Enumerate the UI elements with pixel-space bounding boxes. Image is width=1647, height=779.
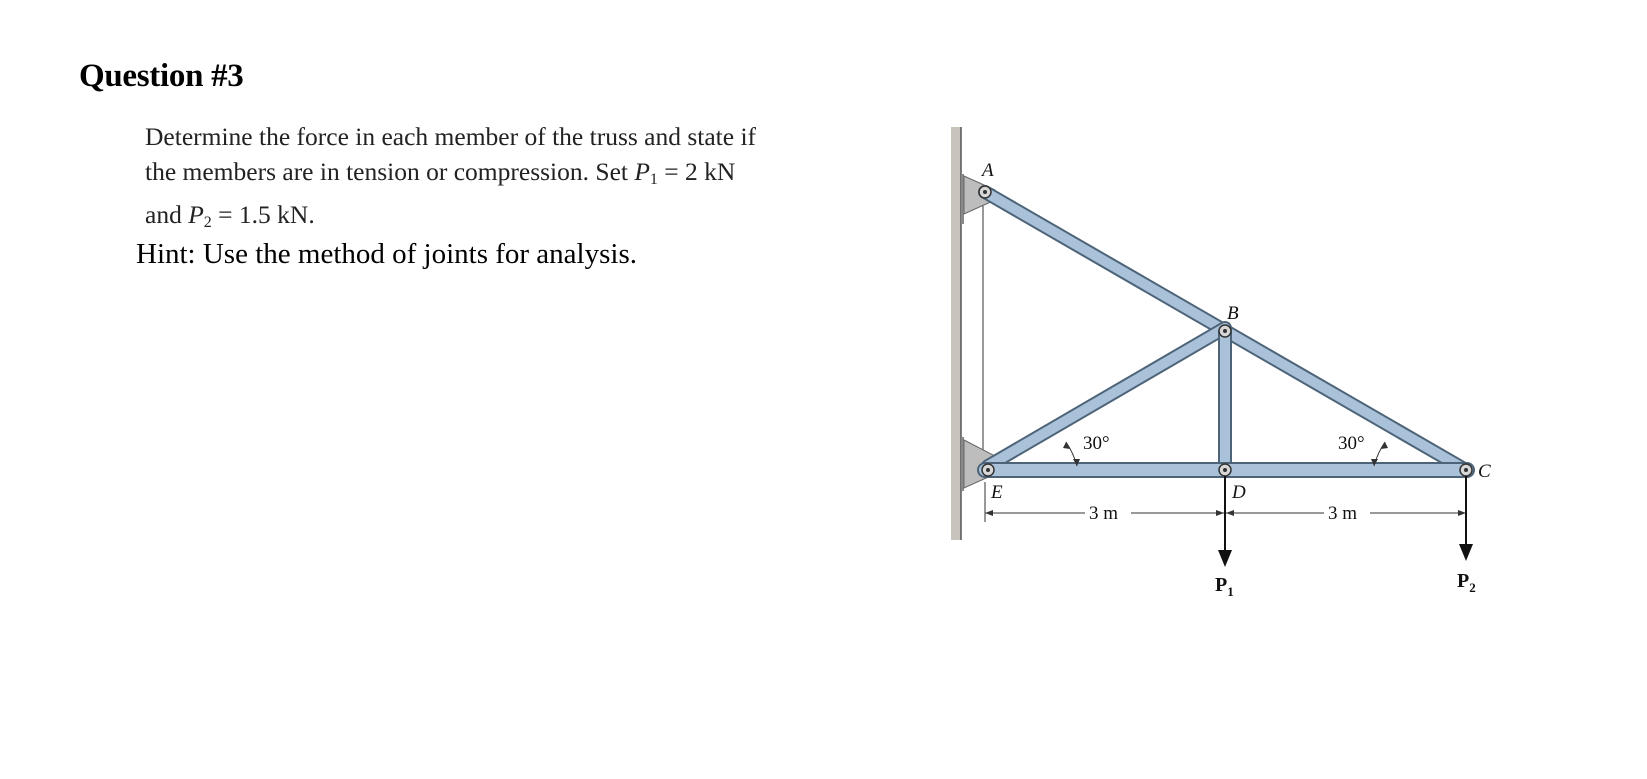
problem-line-2-text: the members are in tension or compression. Set — [145, 157, 635, 186]
hint-text: Hint: Use the method of joints for analysis. — [136, 238, 637, 270]
label-e: E — [991, 482, 1003, 503]
question-title: Question #3 — [79, 58, 244, 94]
load-p2-symbol: P — [1457, 570, 1470, 592]
load-p2-subscript: 2 — [1469, 580, 1476, 595]
p1-value: = 2 kN — [657, 157, 736, 186]
problem-line-1: Determine the force in each member of the truss and state if — [145, 122, 757, 151]
label-a: A — [982, 160, 994, 181]
wall — [951, 127, 961, 540]
dimension-label-dc: 3 m — [1328, 503, 1358, 524]
angle-label-right: 30° — [1338, 433, 1365, 454]
p2-symbol: P — [188, 200, 204, 229]
p1-symbol: P — [634, 157, 650, 186]
angle-label-left: 30° — [1083, 433, 1110, 454]
load-arrow-p1 — [1218, 476, 1232, 567]
load-arrow-p2 — [1459, 476, 1473, 561]
load-p1-symbol: P — [1215, 574, 1228, 596]
dimension-label-ed: 3 m — [1089, 503, 1119, 524]
problem-line-3-text: and — [145, 200, 189, 229]
load-label-p2 — [1457, 570, 1476, 595]
p1-subscript: 1 — [649, 171, 658, 188]
p2-subscript: 2 — [203, 214, 212, 231]
label-c: C — [1478, 461, 1491, 482]
label-d: D — [1232, 482, 1246, 503]
label-b: B — [1227, 303, 1239, 324]
load-label-p1 — [1215, 574, 1234, 599]
load-p1-subscript: 1 — [1227, 584, 1234, 599]
p2-value: = 1.5 kN. — [211, 200, 315, 229]
